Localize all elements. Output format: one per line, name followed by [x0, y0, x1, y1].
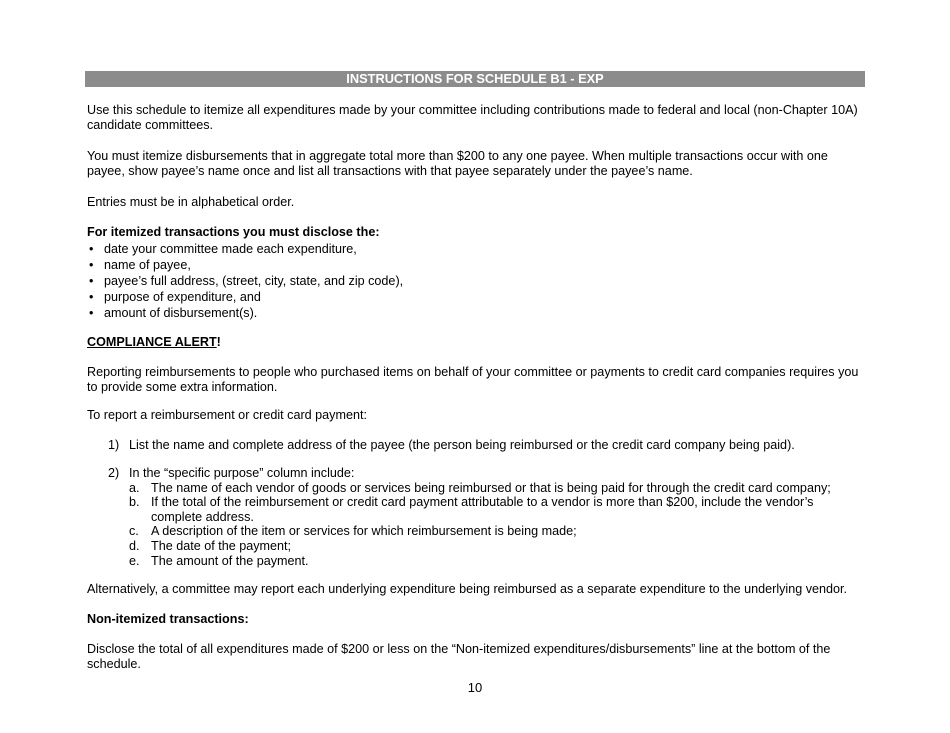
sub-item-letter: e.	[129, 554, 140, 568]
list-item-text: date your committee made each expenditure,	[104, 242, 357, 256]
bullet-icon: •	[89, 242, 94, 256]
sub-item-text: The date of the payment;	[151, 539, 292, 553]
sub-item-text: The amount of the payment.	[151, 554, 309, 568]
alternative-paragraph: Alternatively, a committee may report each underlying expenditure being reimbursed as a separate expenditure to the underlying vendor.	[87, 582, 848, 596]
page-number: 10	[467, 680, 483, 695]
list-item-text: amount of disbursement(s).	[104, 306, 258, 320]
sub-item-text: The name of each vendor of goods or services being reimbursed or that is being paid for through the credit card company;	[151, 481, 831, 495]
list-item	[87, 257, 403, 273]
compliance-heading	[87, 335, 865, 350]
list-item	[87, 241, 403, 257]
list-item	[87, 289, 403, 305]
report-line: To report a reimbursement or credit card payment:	[87, 408, 367, 422]
intro-paragraph: Use this schedule to itemize all expenditures made by your committee including contributions made to federal and local (non-Chapter 10A) candidate committees.	[87, 103, 858, 132]
step-text: List the name and complete address of the payee (the person being reimbursed or the credit card company being paid).	[129, 438, 795, 452]
non-itemized-heading: Non-itemized transactions:	[87, 612, 249, 626]
list-item-text: name of payee,	[104, 258, 191, 272]
itemized-heading: For itemized transactions you must disclose the:	[87, 225, 380, 239]
sub-item-text: A description of the item or services for which reimbursement is being made;	[151, 524, 577, 538]
list-item	[87, 273, 403, 289]
compliance-intro: Reporting reimbursements to people who purchased items on behalf of your committee or payments to credit card companies requires you to provide some extra information.	[87, 365, 859, 394]
bullet-icon: •	[89, 306, 94, 320]
bullet-icon: •	[89, 290, 94, 304]
sub-item-letter: b.	[129, 495, 140, 509]
sub-item-letter: d.	[129, 539, 140, 553]
sub-item-text: If the total of the reimbursement or credit card payment attributable to a vendor is more than $200, include the vendor’s complete address.	[151, 495, 814, 524]
compliance-heading-text: COMPLIANCE ALERT	[87, 335, 217, 349]
compliance-heading-suffix: !	[216, 335, 221, 349]
list-item	[87, 305, 403, 321]
bullet-icon: •	[89, 258, 94, 272]
page-title: INSTRUCTIONS FOR SCHEDULE B1 - EXP	[85, 71, 865, 87]
itemized-list	[87, 241, 403, 321]
step-text: In the “specific purpose” column include:	[129, 466, 355, 480]
non-itemized-paragraph: Disclose the total of all expenditures made of $200 or less on the “Non-itemized expenditures/disbursements” line at the bottom of the schedule.	[87, 642, 831, 671]
sub-item-letter: c.	[129, 524, 139, 538]
list-item-text: purpose of expenditure, and	[104, 290, 261, 304]
bullet-icon: •	[89, 274, 94, 288]
sub-item-letter: a.	[129, 481, 140, 495]
step-number: 1)	[108, 438, 120, 452]
list-item-text: payee’s full address, (street, city, state, and zip code),	[104, 274, 404, 288]
step-number: 2)	[108, 466, 120, 480]
itemize-paragraph: You must itemize disbursements that in aggregate total more than $200 to any one payee. When multiple transactions occur with one payee, show payee’s name once and list all transactions with that payee separately under the payee’s name.	[87, 149, 828, 178]
order-paragraph: Entries must be in alphabetical order.	[87, 195, 295, 209]
